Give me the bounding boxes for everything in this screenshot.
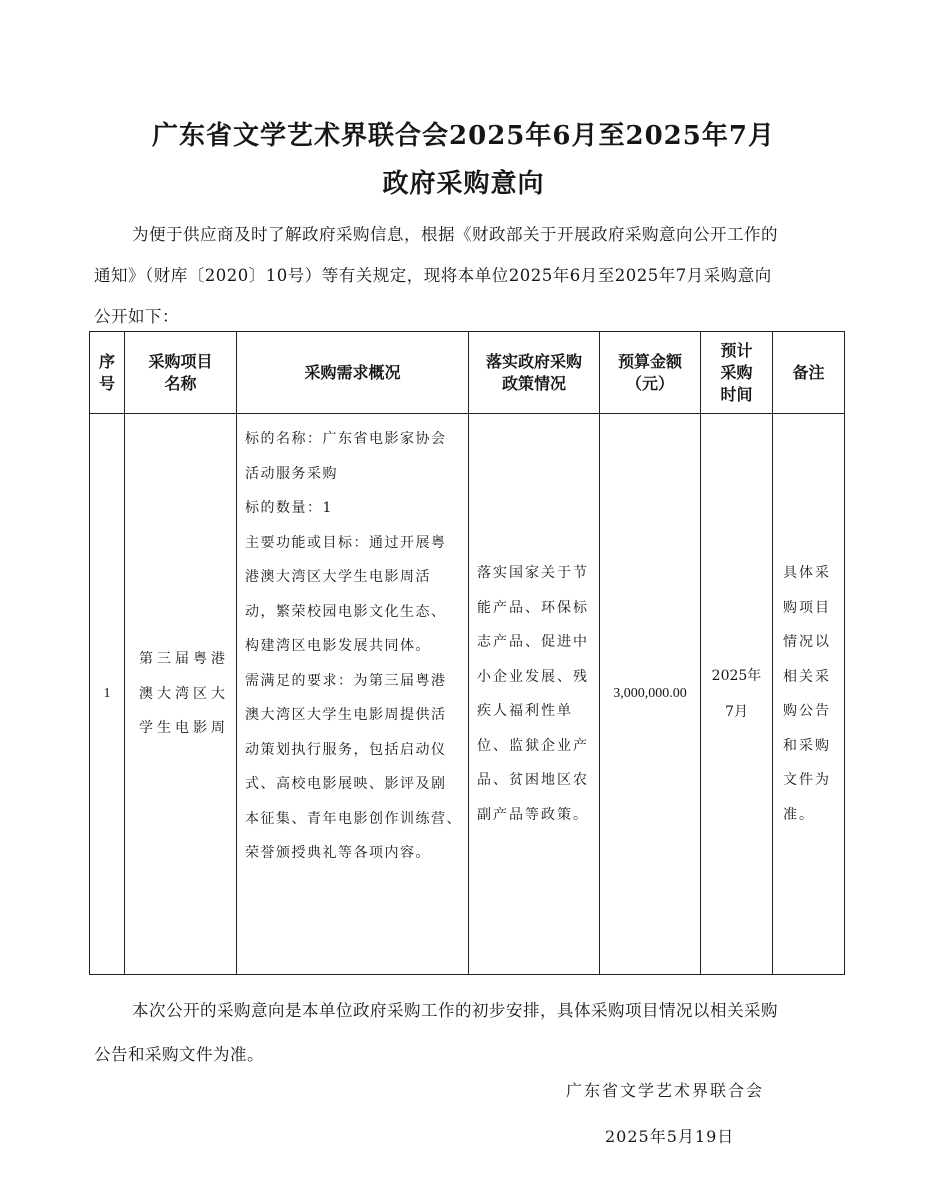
table-row bbox=[90, 414, 845, 975]
header-policy: 落实政府采购 政策情况 bbox=[469, 332, 600, 414]
cell-budget: 3,000,000.00 bbox=[600, 414, 701, 975]
header-budget: 预算金额 （元） bbox=[600, 332, 701, 414]
closing-paragraph bbox=[94, 989, 839, 1077]
closing-line: 本次公开的采购意向是本单位政府采购工作的初步安排，具体采购项目情况以相关采购 bbox=[132, 1001, 778, 1020]
cell-remark: 具体采 购项目 情况以 相关采 购公告 和采购 文件为 准。 bbox=[773, 414, 845, 975]
table-header-row bbox=[90, 332, 845, 414]
header-demand-overview: 采购需求概况 bbox=[237, 332, 469, 414]
document-title: 广东省文学艺术界联合会2025年6月至2025年7月 bbox=[152, 121, 775, 151]
cell-demand-overview: 标的名称：广东省电影家协会 活动服务采购 标的数量：1 主要功能或目标：通过开展粤 港澳大湾区大学生电影周活 动，繁荣校园电影文化生态、 构建湾区电影发展共同体。 需满足的要求：为第三届粤港 澳大湾区大学生电影周提供活 动策划执行服务，包括启动仪 式、高校电影展映、影评及剧 本征集、青年电影创作训练营、 荣誉颁授典礼等各项内容。 bbox=[237, 414, 469, 975]
cell-time: 2025年 7月 bbox=[701, 414, 773, 975]
intro-line: 为便于供应商及时了解政府采购信息，根据《财政部关于开展政府采购意向公开工作的 bbox=[132, 225, 778, 244]
cell-project-name: 第三届粤港 澳大湾区大 学生电影周 bbox=[125, 414, 237, 975]
header-remark: 备注 bbox=[773, 332, 845, 414]
header-project-name: 采购项目 名称 bbox=[125, 332, 237, 414]
signature-organization: 广东省文学艺术界联合会 bbox=[566, 1081, 765, 1100]
procurement-table bbox=[89, 331, 845, 975]
header-time: 预计 采购 时间 bbox=[701, 332, 773, 414]
intro-line: 公开如下： bbox=[94, 307, 179, 326]
closing-line: 公告和采购文件为准。 bbox=[94, 1045, 264, 1064]
header-index: 序 号 bbox=[90, 332, 125, 414]
cell-policy: 落实国家关于节 能产品、环保标 志产品、促进中 小企业发展、残 疾人福利性单 位、监狱企业产 品、贫困地区农 副产品等政策。 bbox=[469, 414, 600, 975]
signature-date: 2025年5月19日 bbox=[605, 1127, 735, 1146]
intro-line: 通知》（财库〔2020〕10号）等有关规定，现将本单位2025年6月至2025年7月采购意向 bbox=[94, 266, 772, 285]
intro-paragraph bbox=[94, 214, 839, 337]
cell-index: 1 bbox=[90, 414, 125, 975]
document-subtitle: 政府采购意向 bbox=[382, 169, 545, 199]
